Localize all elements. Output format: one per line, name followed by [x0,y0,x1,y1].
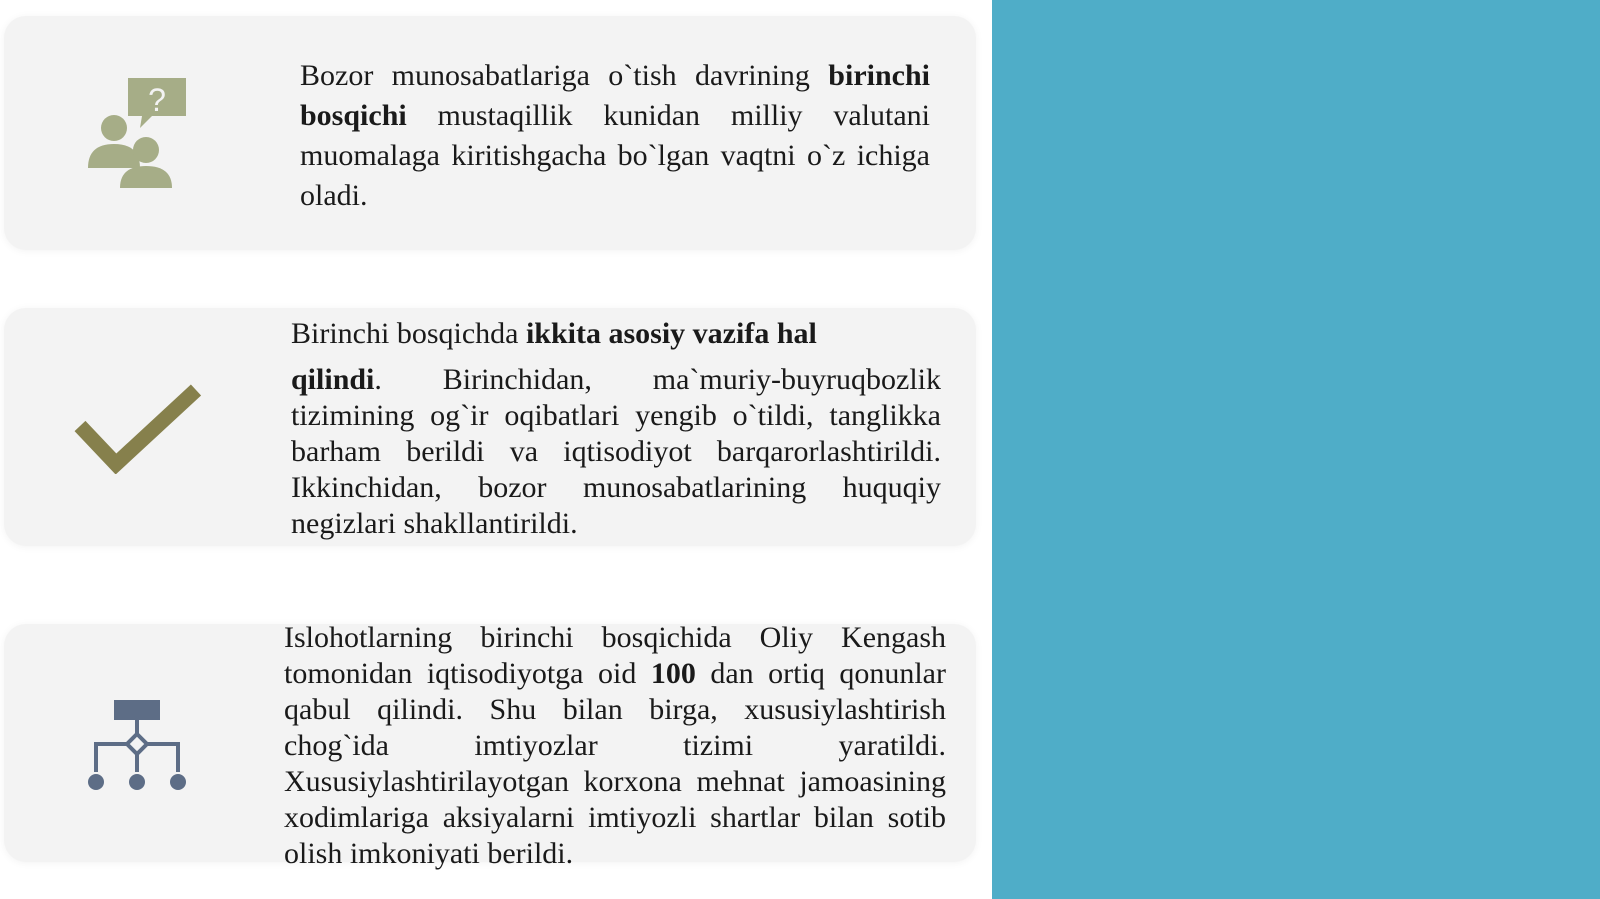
right-color-panel [992,0,1600,899]
hierarchy-icon [86,698,188,792]
card-2-bold-b: qilindi [291,363,375,396]
card-1-text [300,56,930,216]
card-3-text [284,620,946,872]
svg-text:?: ? [148,82,166,118]
checkmark-icon [74,384,202,474]
card-1-bold: birinchi bosqichi [300,59,930,132]
card-2-text-a: Birinchi bosqichda [291,317,526,350]
card-2-text [291,362,941,542]
card-3-bold: 100 [650,657,696,690]
card-2-text-b: . Birinchidan, ma`muriy-buyruqbozlik tizimining og`ir oqibatlari yengib o`tildi, tanglikka barham berildi va iqtisodiyot barqarorlashtirildi. Ikkinchidan, bozor munosabatlarining huquqiy negizlari shakllantirildi. [291,363,941,540]
card-3-text-a: Islohotlarning birinchi bosqichida Oliy Kengash tomonidan iqtisodiyotga oid [284,621,946,690]
card-1-text-a: Bozor munosabatlariga o`tish davrining [300,59,829,92]
card-2-bold-a: ikkita asosiy vazifa hal [525,317,817,350]
people-question-icon [86,76,190,190]
card-2-first-line [291,314,941,354]
card-3-text-b: dan ortiq qonunlar qabul qilindi. Shu bilan birga, xususiylashtirish chog`ida imtiyozlar tizimi yaratildi. Xususiylashtirilayotgan korxona mehnat jamoasining xodimlariga aksiyalarni imtiyozli shartlar bilan sotib olish imkoniyati berildi. [284,657,946,870]
card-1-text-b: mustaqillik kunidan milliy valutani muomalaga kiritishgacha bo`lgan vaqtni o`z ichiga oladi. [300,99,930,212]
